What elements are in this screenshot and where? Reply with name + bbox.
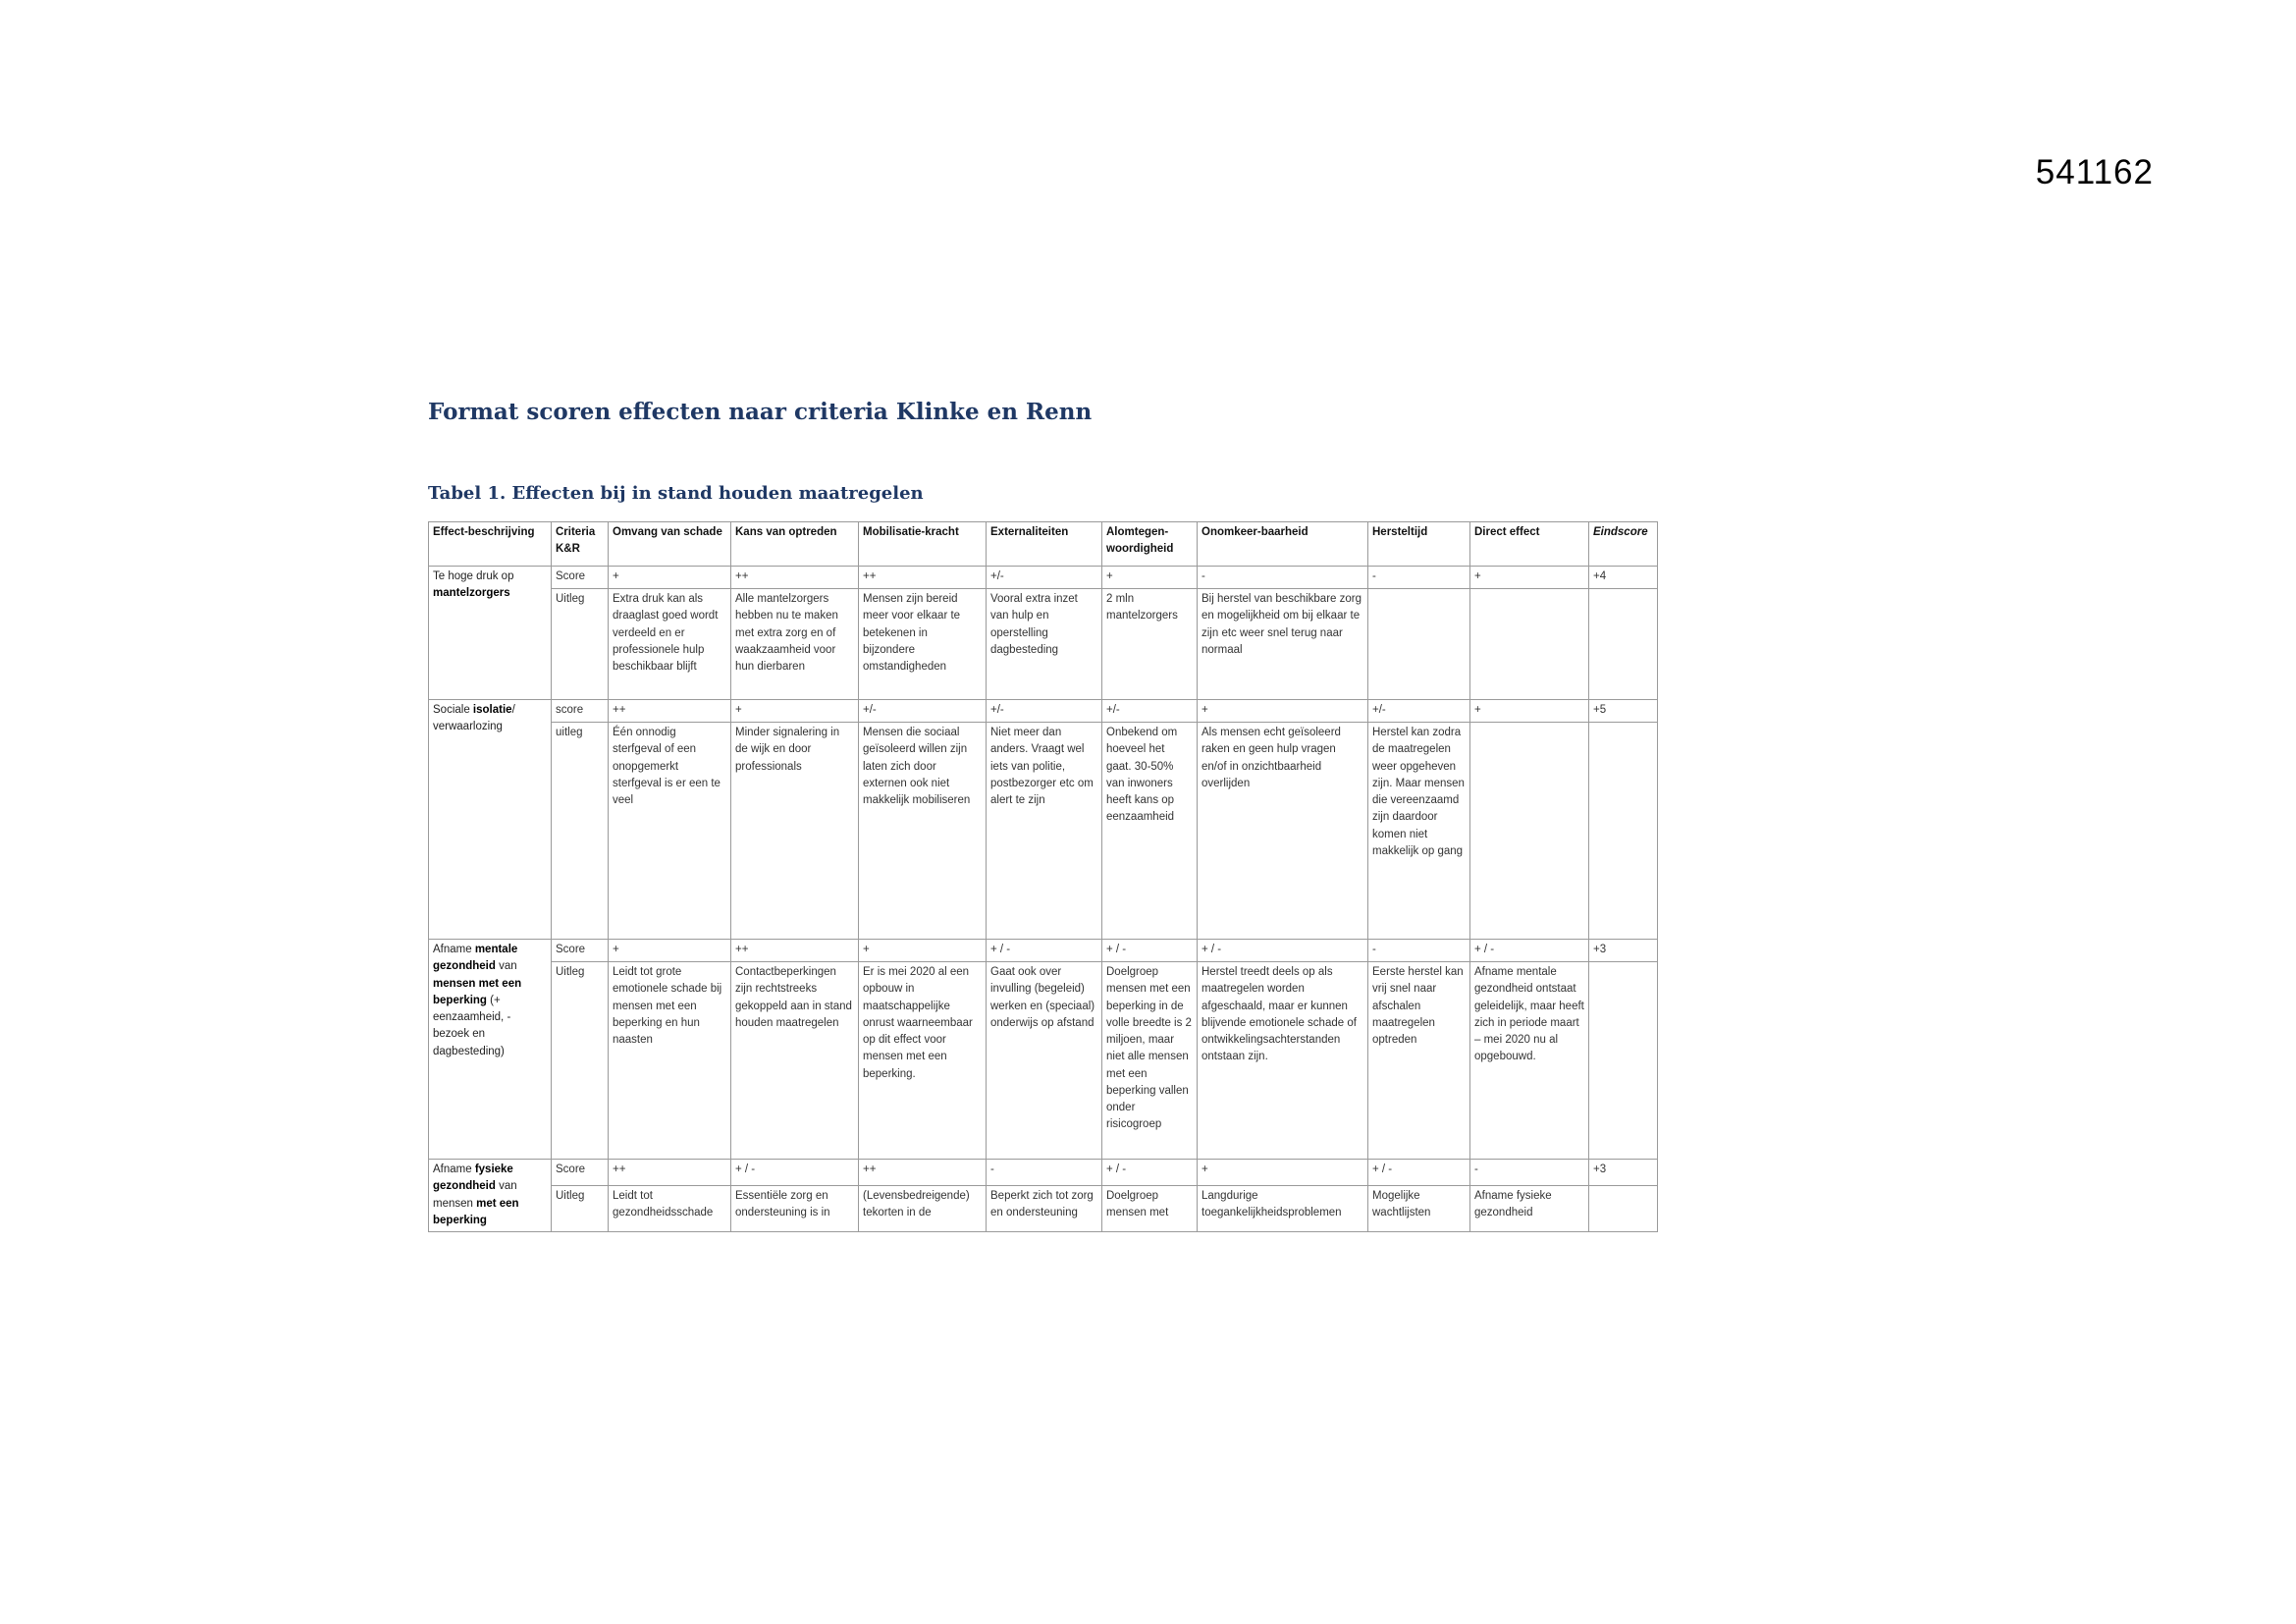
table-row (429, 589, 1658, 700)
uitleg-cell (1470, 723, 1589, 940)
table-row (429, 962, 1658, 1160)
uitleg-cell: Afname mentale gezondheid ontstaat geleidelijk, maar heeft zich in periode maart – mei 2020 nu al opgebouwd. (1470, 962, 1589, 1160)
uitleg-cell (1589, 1186, 1658, 1232)
eindscore-cell: +5 (1589, 700, 1658, 723)
header-hersteltijd: Hersteltijd (1368, 522, 1470, 567)
score-cell: + / - (1102, 940, 1198, 962)
document-title: Format scoren effecten naar criteria Klinke en Renn (428, 399, 1093, 425)
uitleg-cell: Mensen zijn bereid meer voor elkaar te betekenen in bijzondere omstandigheden (859, 589, 987, 700)
score-cell: ++ (859, 1160, 987, 1186)
score-cell: + / - (1102, 1160, 1198, 1186)
uitleg-cell: Contactbeperkingen zijn rechtstreeks gekoppeld aan in stand houden maatregelen (731, 962, 859, 1160)
header-direct-effect: Direct effect (1470, 522, 1589, 567)
uitleg-cell: Afname fysieke gezondheid (1470, 1186, 1589, 1232)
uitleg-label: Uitleg (552, 1186, 609, 1232)
eindscore-cell: +3 (1589, 940, 1658, 962)
header-eindscore: Eindscore (1589, 522, 1658, 567)
uitleg-cell: Als mensen echt geïsoleerd raken en geen hulp vragen en/of in onzichtbaarheid overlijden (1198, 723, 1368, 940)
table-row (429, 1160, 1658, 1186)
uitleg-label: Uitleg (552, 962, 609, 1160)
score-cell: + (731, 700, 859, 723)
uitleg-cell (1589, 962, 1658, 1160)
uitleg-cell: Langdurige toegankelijkheidsproblemen (1198, 1186, 1368, 1232)
header-alomtegenwoordigheid: Alomtegen-woordigheid (1102, 522, 1198, 567)
score-cell: ++ (609, 700, 731, 723)
table-row (429, 567, 1658, 589)
uitleg-cell: Mensen die sociaal geïsoleerd willen zijn laten zich door externen ook niet makkelijk mobiliseren (859, 723, 987, 940)
score-cell: - (987, 1160, 1102, 1186)
score-label: score (552, 700, 609, 723)
uitleg-cell: Leidt tot gezondheidsschade (609, 1186, 731, 1232)
score-cell: - (1368, 567, 1470, 589)
effect-description: Sociale isolatie/ verwaarlozing (429, 700, 552, 940)
uitleg-cell: Beperkt zich tot zorg en ondersteuning (987, 1186, 1102, 1232)
effect-description: Te hoge druk op mantelzorgers (429, 567, 552, 700)
effect-description: Afname mentale gezondheid van mensen met een beperking (+ eenzaamheid, - bezoek en dagbesteding) (429, 940, 552, 1160)
table-row (429, 700, 1658, 723)
header-externaliteiten: Externaliteiten (987, 522, 1102, 567)
uitleg-cell: Minder signalering in de wijk en door professionals (731, 723, 859, 940)
uitleg-cell: Één onnodig sterfgeval of een onopgemerkt sterfgeval is er een te veel (609, 723, 731, 940)
header-criteria: Criteria K&R (552, 522, 609, 567)
uitleg-cell (1368, 589, 1470, 700)
uitleg-label: Uitleg (552, 589, 609, 700)
score-cell: - (1368, 940, 1470, 962)
score-cell: + (1198, 1160, 1368, 1186)
eindscore-cell: +4 (1589, 567, 1658, 589)
score-cell: + / - (987, 940, 1102, 962)
uitleg-cell: Niet meer dan anders. Vraagt wel iets van politie, postbezorger etc om alert te zijn (987, 723, 1102, 940)
score-label: Score (552, 940, 609, 962)
uitleg-cell: Doelgroep mensen met (1102, 1186, 1198, 1232)
uitleg-cell: Herstel treedt deels op als maatregelen worden afgeschaald, maar er kunnen blijvende emotionele schade of ontwikkelingsachterstanden ontstaan zijn. (1198, 962, 1368, 1160)
uitleg-cell: Gaat ook over invulling (begeleid) werken en (speciaal) onderwijs op afstand (987, 962, 1102, 1160)
uitleg-cell: (Levensbedreigende) tekorten in de (859, 1186, 987, 1232)
uitleg-cell: Alle mantelzorgers hebben nu te maken met extra zorg en of waakzaamheid voor hun dierbaren (731, 589, 859, 700)
score-cell: + / - (1368, 1160, 1470, 1186)
header-kans: Kans van optreden (731, 522, 859, 567)
score-cell: - (1198, 567, 1368, 589)
uitleg-cell: Leidt tot grote emotionele schade bij mensen met een beperking en hun naasten (609, 962, 731, 1160)
score-cell: - (1470, 1160, 1589, 1186)
uitleg-cell: Bij herstel van beschikbare zorg en mogelijkheid om bij elkaar te zijn etc weer snel terug naar normaal (1198, 589, 1368, 700)
effects-table (428, 521, 1658, 1232)
score-label: Score (552, 1160, 609, 1186)
table-row (429, 723, 1658, 940)
score-cell: + / - (731, 1160, 859, 1186)
score-cell: + (609, 567, 731, 589)
score-cell: ++ (731, 940, 859, 962)
score-cell: ++ (731, 567, 859, 589)
score-label: Score (552, 567, 609, 589)
score-cell: +/- (987, 700, 1102, 723)
score-cell: + (1198, 700, 1368, 723)
document-number: 541162 (2035, 153, 2154, 191)
score-cell: +/- (859, 700, 987, 723)
uitleg-cell: Extra druk kan als draaglast goed wordt verdeeld en er professionele hulp beschikbaar blijft (609, 589, 731, 700)
uitleg-cell: Doelgroep mensen met een beperking in de volle breedte is 2 miljoen, maar niet alle mensen met een beperking vallen onder risicogroep (1102, 962, 1198, 1160)
table-header-row (429, 522, 1658, 567)
score-cell: + / - (1470, 940, 1589, 962)
header-omvang: Omvang van schade (609, 522, 731, 567)
uitleg-cell: Essentiële zorg en ondersteuning is in (731, 1186, 859, 1232)
header-mobilisatie: Mobilisatie-kracht (859, 522, 987, 567)
uitleg-cell: Onbekend om hoeveel het gaat. 30-50% van inwoners heeft kans op eenzaamheid (1102, 723, 1198, 940)
score-cell: + (859, 940, 987, 962)
uitleg-label: uitleg (552, 723, 609, 940)
score-cell: + (609, 940, 731, 962)
uitleg-cell (1589, 589, 1658, 700)
eindscore-cell: +3 (1589, 1160, 1658, 1186)
score-cell: + (1102, 567, 1198, 589)
uitleg-cell: Eerste herstel kan vrij snel naar afschalen maatregelen optreden (1368, 962, 1470, 1160)
score-cell: + (1470, 700, 1589, 723)
header-onomkeerbaarheid: Onomkeer-baarheid (1198, 522, 1368, 567)
header-effect: Effect-beschrijving (429, 522, 552, 567)
score-cell: +/- (1102, 700, 1198, 723)
table-row (429, 940, 1658, 962)
score-cell: ++ (859, 567, 987, 589)
score-cell: +/- (987, 567, 1102, 589)
uitleg-cell: Vooral extra inzet van hulp en operstelling dagbesteding (987, 589, 1102, 700)
score-cell: + (1470, 567, 1589, 589)
uitleg-cell: Er is mei 2020 al een opbouw in maatschappelijke onrust waarneembaar op dit effect voor mensen met een beperking. (859, 962, 987, 1160)
uitleg-cell: Mogelijke wachtlijsten (1368, 1186, 1470, 1232)
uitleg-cell: Herstel kan zodra de maatregelen weer opgeheven zijn. Maar mensen die vereenzaamd zijn daardoor komen niet makkelijk op gang (1368, 723, 1470, 940)
table-row (429, 1186, 1658, 1232)
effect-description: Afname fysieke gezondheid van mensen met een beperking (429, 1160, 552, 1232)
score-cell: + / - (1198, 940, 1368, 962)
table-caption: Tabel 1. Effecten bij in stand houden maatregelen (428, 483, 924, 504)
score-cell: +/- (1368, 700, 1470, 723)
uitleg-cell (1589, 723, 1658, 940)
uitleg-cell (1470, 589, 1589, 700)
uitleg-cell: 2 mln mantelzorgers (1102, 589, 1198, 700)
score-cell: ++ (609, 1160, 731, 1186)
